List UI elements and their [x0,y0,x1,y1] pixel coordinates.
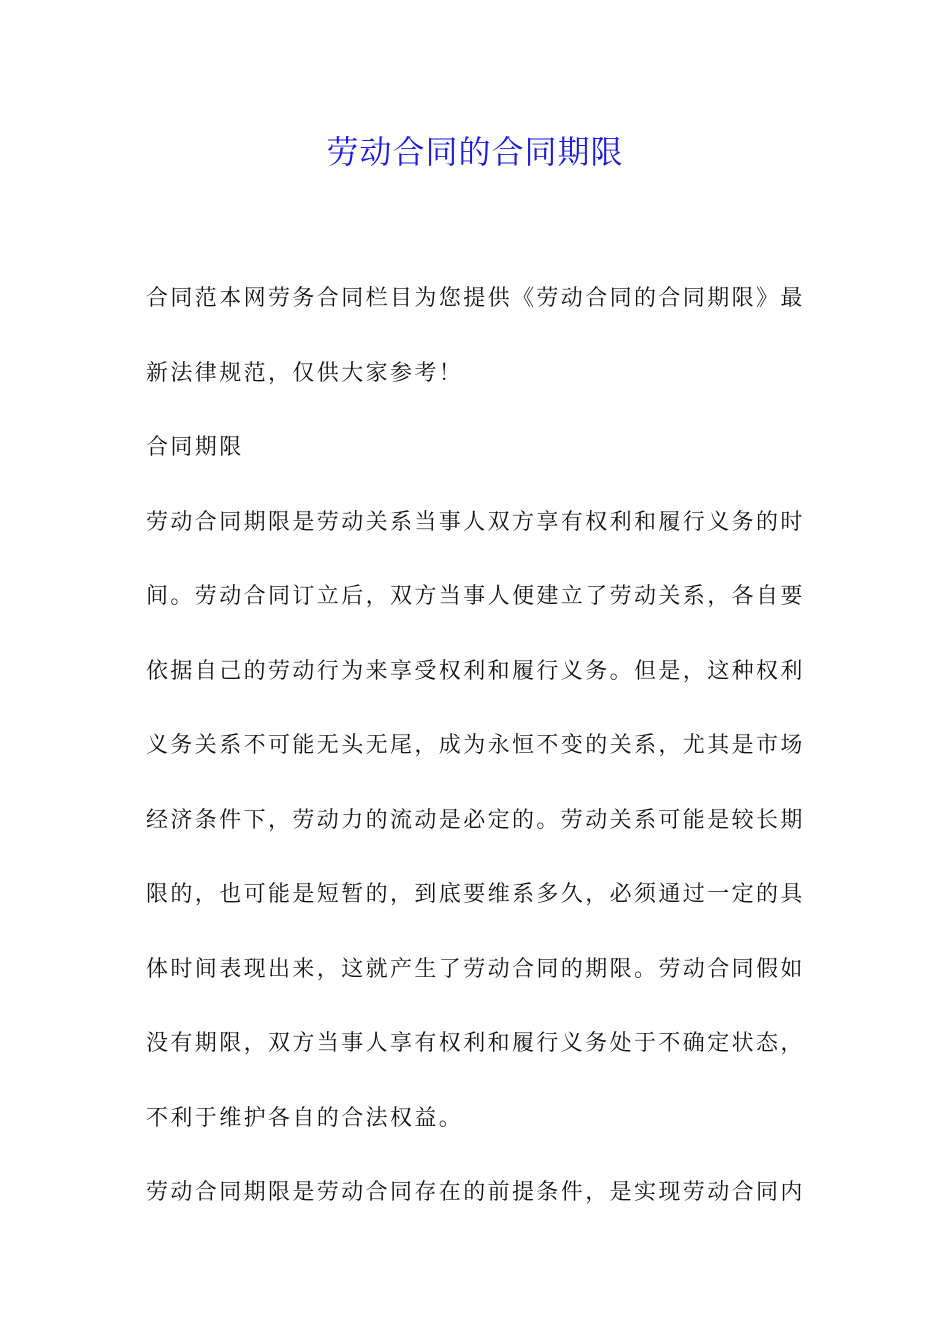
document-body [146,262,816,1231]
intro-paragraph: 合同范本网劳务合同栏目为您提供《劳动合同的合同期限》最新法律规范，仅供大家参考！ [146,286,805,386]
document-title: 劳动合同的合同期限 [326,133,624,171]
body-paragraph: 劳动合同期限是劳动关系当事人双方享有权利和履行义务的时间。劳动合同订立后，双方当事人便建立了劳动关系，各自要依据自己的劳动行为来享受权利和履行义务。但是，这种权利义务关系不可能无头无尾，成为永恒不变的关系，尤其是市场经济条件下，劳动力的流动是必定的。劳动关系可能是较长期限的，也可能是短暂的，到底要维系多久，必须通过一定的具体时间表现出来，这就产生了劳动合同的期限。劳动合同假如没有期限，双方当事人享有权利和履行义务处于不确定状态，不利于维护各自的合法权益。 [146,509,805,1131]
section-heading: 合同期限 [146,435,244,460]
body-paragraph-continued: 劳动合同期限是劳动合同存在的前提条件，是实现劳动合同内 [146,1180,805,1205]
